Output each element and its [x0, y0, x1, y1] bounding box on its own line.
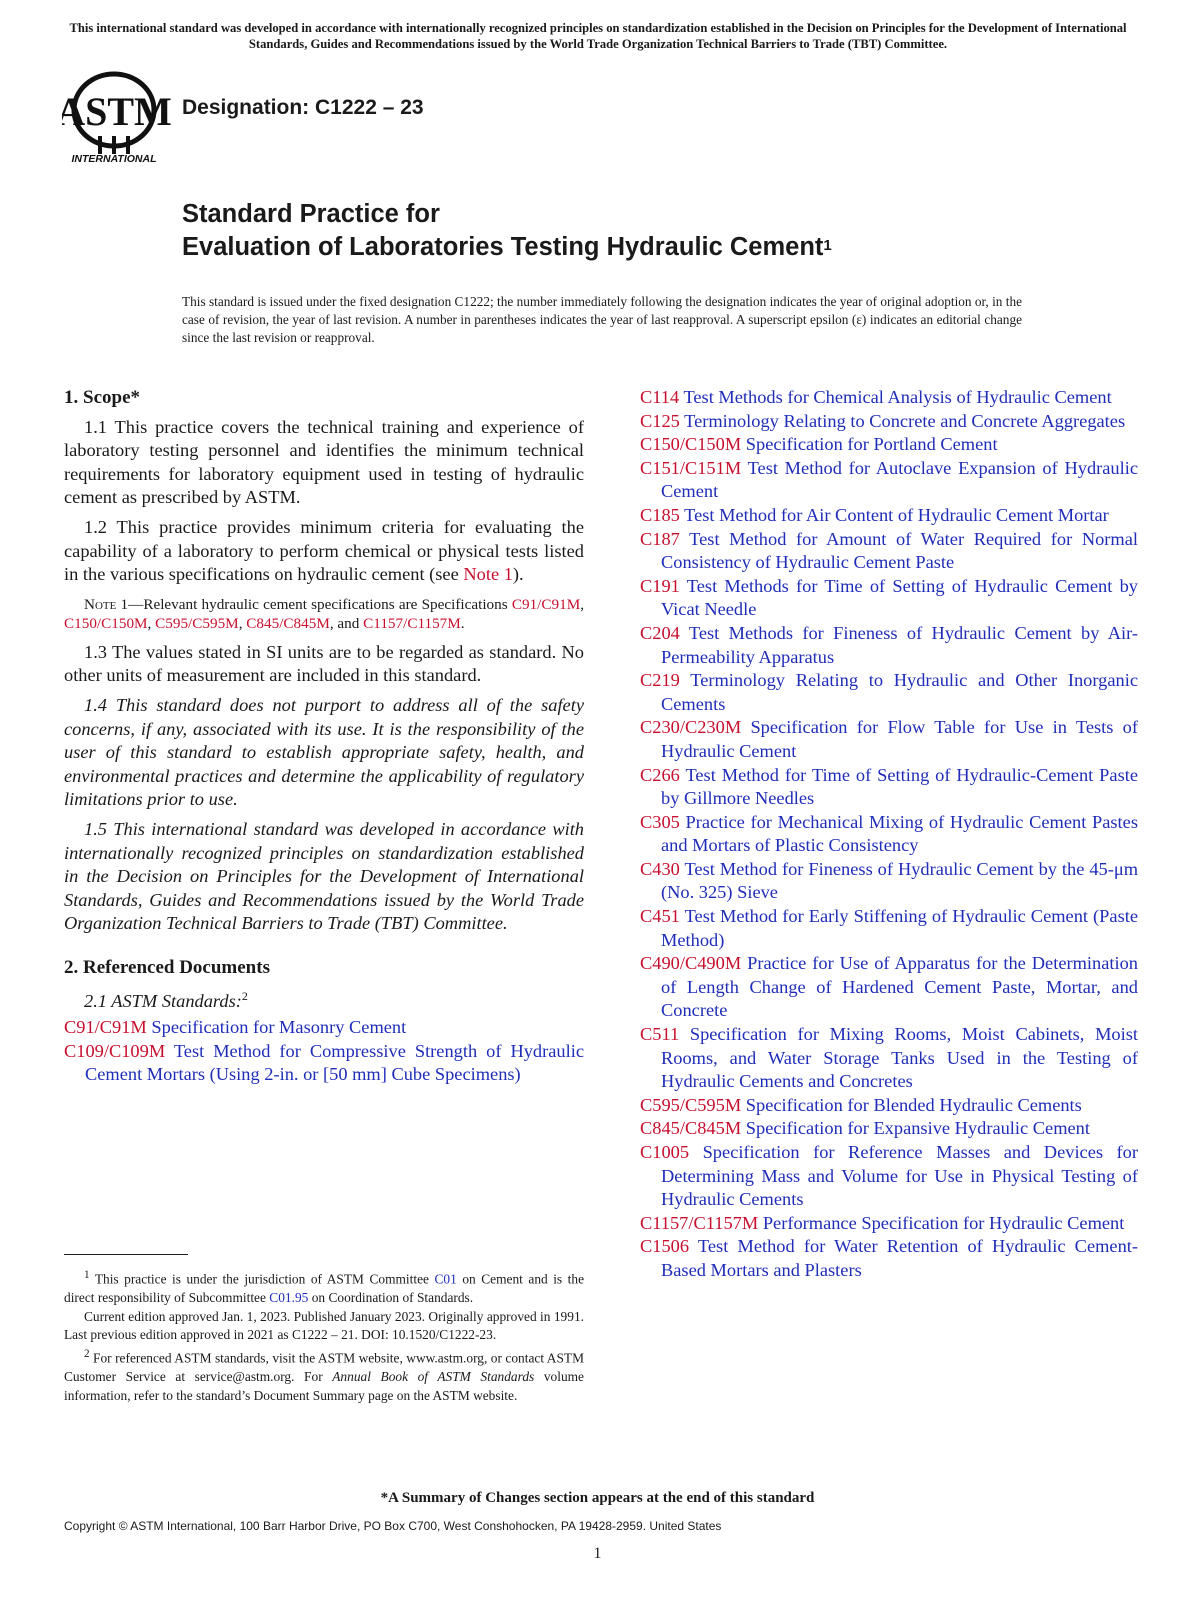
reference-item — [64, 1016, 584, 1040]
reference-code-link[interactable]: C1157/C1157M — [640, 1212, 759, 1233]
reference-item — [640, 433, 1138, 457]
reference-title-link[interactable]: Specification for Portland Cement — [745, 434, 998, 455]
reference-item — [64, 1040, 584, 1087]
summary-of-changes-note: *A Summary of Changes section appears at the end of this standard — [380, 1490, 815, 1506]
footnote-1: $^1$ This practice is under the jurisdiction of ASTM Committee C01 on Cement and is the direct responsibility of Subcommittee C01.95 on Coordination of Standards. — [64, 1269, 585, 1306]
reference-code-link[interactable]: C204 — [640, 622, 680, 643]
reference-title-link[interactable]: Test Method for Time of Setting of Hydraulic-Cement Paste by Gillmore Needles — [661, 764, 1138, 809]
reference-code-link[interactable]: C305 — [640, 811, 680, 832]
note-1: Note 1—Relevant hydraulic cement specifications are Specifications C91/C91M, C150/C150M, C595/C595M, C845/C845M, and C1157/C1157M. — [64, 595, 584, 632]
committee-link[interactable]: C01 — [434, 1271, 457, 1287]
para-1-3: 1.3 The values stated in SI units are to be regarded as standard. No other units of measurement are included in this standard. — [64, 641, 584, 686]
document-title — [182, 198, 832, 264]
reference-code-link[interactable]: C430 — [640, 858, 680, 879]
logo-letters: ASTM — [62, 89, 172, 134]
reference-code-link[interactable]: C511 — [640, 1024, 680, 1045]
reference-item — [640, 575, 1138, 622]
astm-logo-icon — [62, 70, 174, 166]
reference-item — [640, 811, 1138, 858]
issue-note: This standard is issued under the fixed designation C1222; the number immediately following the designation indicates the year of original adoption or, in the case of revision, the year of last revision. A number in parentheses indicates the year of last reapproval. A superscript epsilon (ε) indicates an editorial change since the last revision or reapproval. — [182, 294, 1022, 345]
reference-code-link[interactable]: C150/C150M — [640, 434, 742, 455]
reference-code-link[interactable]: C1506 — [640, 1236, 690, 1257]
reference-item — [640, 1094, 1138, 1118]
para-1-2: 1.2 This practice provides minimum criteria for evaluating the capability of a laboratory to perform chemical or physical tests listed in the various specifications on hydraulic cement (see Note 1). — [64, 516, 584, 585]
title-line-2: Evaluation of Laboratories Testing Hydraulic Cement$^1$ — [182, 233, 832, 261]
scope-heading: 1. Scope* — [64, 387, 140, 408]
reference-code-link[interactable]: C451 — [640, 906, 680, 927]
reference-code-link[interactable]: C125 — [640, 410, 680, 431]
referenced-heading: 2. Referenced Documents — [64, 956, 270, 978]
right-column — [640, 386, 1138, 1283]
reference-code-link[interactable]: C187 — [640, 528, 680, 549]
reference-code-link[interactable]: C151/C151M — [640, 457, 742, 478]
reference-title-link[interactable]: Test Methods for Chemical Analysis of Hydraulic Cement — [683, 387, 1112, 407]
reference-item — [640, 1235, 1138, 1282]
reference-title-link[interactable]: Test Method for Early Stiffening of Hydraulic Cement (Paste Method) — [661, 906, 1138, 950]
para-1-5: 1.5 This international standard was developed in accordance with internationally recognized principles on standardization established in the Decision on Principles for the Development of International Standards, Guides and Recommendations issued by the World Trade Organization Technical Barriers to Trade (TBT) Committee. — [64, 818, 584, 934]
astm-standards-subheading: 2.1 ASTM Standards:$^2$ — [84, 989, 248, 1012]
reference-title-link[interactable]: Specification for Mixing Rooms, Moist Cabinets, Moist Rooms, and Water Storage Tanks Used in the Testing of Hydraulic Cements and Concretes — [661, 1024, 1138, 1092]
title-line-1: Standard Practice for — [182, 200, 440, 228]
reference-code-link[interactable]: C230/C230M — [640, 717, 742, 738]
reference-title-link[interactable]: Practice for Use of Apparatus for the Determination of Length Change of Hardened Cement Paste, Mortar, and Concrete — [661, 953, 1138, 1021]
reference-code-link[interactable]: C185 — [640, 504, 680, 525]
reference-title-link[interactable]: Test Method for Air Content of Hydraulic Cement Mortar — [684, 504, 1109, 525]
reference-item — [640, 952, 1138, 1023]
reference-code-link[interactable]: C219 — [640, 670, 680, 691]
designation: Designation: C1222 – 23 — [182, 96, 424, 119]
reference-title-link[interactable]: Specification for Blended Hydraulic Cements — [745, 1094, 1082, 1115]
reference-code-link[interactable]: C1005 — [640, 1142, 690, 1162]
reference-title-link[interactable]: Specification for Masonry Cement — [151, 1017, 407, 1038]
reference-item — [640, 1117, 1138, 1141]
left-column — [64, 386, 584, 1087]
reference-code-link[interactable]: C595/C595M — [640, 1094, 742, 1115]
reference-title-link[interactable]: Test Methods for Fineness of Hydraulic Cement by Air-Permeability Apparatus — [661, 622, 1139, 667]
reference-title-link[interactable]: Test Method for Amount of Water Required for Normal Consistency of Hydraulic Cement Paste — [661, 528, 1139, 573]
reference-item — [640, 716, 1138, 763]
reference-item — [640, 1141, 1138, 1212]
logo-label: INTERNATIONAL — [71, 153, 157, 165]
copyright: Copyright © ASTM International, 100 Barr Harbor Drive, PO Box C700, West Conshohocken, PA 19428-2959. United States — [64, 1519, 722, 1533]
reference-title-link[interactable]: Terminology Relating to Concrete and Concrete Aggregates — [684, 410, 1126, 431]
reference-title-link[interactable]: Terminology Relating to Hydraulic and Other Inorganic Cements — [661, 670, 1138, 714]
note-link[interactable]: C845/C845M — [246, 614, 330, 632]
reference-title-link[interactable]: Practice for Mechanical Mixing of Hydraulic Cement Pastes and Mortars of Plastic Consistency — [661, 811, 1138, 856]
reference-item — [640, 858, 1138, 905]
para-1-4: 1.4 This standard does not purport to address all of the safety concerns, if any, associated with its use. It is the responsibility of the user of this standard to establish appropriate safety, health, and environmental practices and determine the applicability of regulatory limitations prior to use. — [64, 694, 584, 810]
reference-item — [640, 504, 1138, 528]
reference-item — [640, 905, 1138, 952]
para-1-1: 1.1 This practice covers the technical training and experience of laboratory testing personnel and identifies the minimum technical requirements for laboratory equipment used in testing of hydraulic cement as prescribed by ASTM. — [64, 416, 584, 508]
reference-title-link[interactable]: Specification for Expansive Hydraulic Cement — [745, 1118, 1090, 1139]
reference-item — [640, 669, 1138, 716]
reference-title-link[interactable]: Specification for Reference Masses and Devices for Determining Mass and Volume for Use in Physical Testing of Hydraulic Cements — [661, 1142, 1138, 1210]
right-reference-list — [640, 386, 1138, 1283]
reference-item — [640, 410, 1138, 434]
reference-code-link[interactable]: C191 — [640, 575, 680, 596]
reference-code-link[interactable]: C490/C490M — [640, 953, 742, 974]
reference-item — [640, 386, 1138, 410]
footnotes — [64, 1266, 584, 1405]
reference-item — [640, 622, 1138, 669]
reference-code-link[interactable]: C114 — [640, 387, 680, 407]
note-link[interactable]: C1157/C1157M — [363, 614, 461, 632]
reference-title-link[interactable]: Specification for Flow Table for Use in Tests of Hydraulic Cement — [661, 717, 1138, 761]
note-link[interactable]: C91/C91M — [511, 595, 581, 613]
note-1-link[interactable]: Note 1 — [463, 564, 513, 585]
reference-code-link[interactable]: C91/C91M — [64, 1017, 147, 1038]
note-link[interactable]: C150/C150M — [64, 614, 148, 632]
reference-title-link[interactable]: Test Methods for Time of Setting of Hydraulic Cement by Vicat Needle — [661, 575, 1139, 620]
astm-logo — [62, 70, 174, 166]
reference-title-link[interactable]: Test Method for Autoclave Expansion of Hydraulic Cement — [661, 457, 1139, 502]
reference-title-link[interactable]: Test Method for Compressive Strength of Hydraulic Cement Mortars (Using 2-in. or [50 mm] Cube Specimens) — [85, 1040, 584, 1085]
page-number: 1 — [593, 1545, 602, 1562]
reference-item — [640, 457, 1138, 504]
reference-code-link[interactable]: C845/C845M — [640, 1118, 742, 1139]
wto-notice: This international standard was developed in accordance with internationally recognized principles on standardization established in the Decision on Principles for the Development of International Standards, Guides and Recommendations issued by the World Trade Organization Technical Barriers to Trade (TBT) Committee. — [69, 21, 1127, 51]
subcommittee-link[interactable]: C01.95 — [269, 1290, 309, 1306]
footnote-1-edition: Current edition approved Jan. 1, 2023. Published January 2023. Originally approved in 1991. Last previous edition approved in 2021 as C1222 – 21. DOI: 10.1520/C1222-23. — [64, 1308, 584, 1343]
reference-item — [640, 1023, 1138, 1094]
reference-item — [640, 1212, 1138, 1236]
left-reference-list — [64, 1016, 584, 1087]
reference-item — [640, 764, 1138, 811]
reference-title-link[interactable]: Test Method for Fineness of Hydraulic Cement by the 45-μm (No. 325) Sieve — [661, 858, 1139, 903]
title-footnote-mark: 1 — [823, 237, 832, 254]
reference-code-link[interactable]: C109/C109M — [64, 1040, 166, 1061]
reference-code-link[interactable]: C266 — [640, 764, 680, 785]
reference-title-link[interactable]: Test Method for Water Retention of Hydraulic Cement-Based Mortars and Plasters — [661, 1236, 1139, 1280]
note-link[interactable]: C595/C595M — [155, 614, 239, 632]
reference-title-link[interactable]: Performance Specification for Hydraulic Cement — [762, 1212, 1125, 1233]
footnote-rule — [64, 1254, 188, 1255]
reference-item — [640, 528, 1138, 575]
footnote-2: $^2$ For referenced ASTM standards, visit the ASTM website, www.astm.org, or contact ASTM Customer Service at service@astm.org. For Annual Book of ASTM Standards volume information, refer to the standard’s Document Summary page on the ASTM website. — [64, 1347, 584, 1403]
